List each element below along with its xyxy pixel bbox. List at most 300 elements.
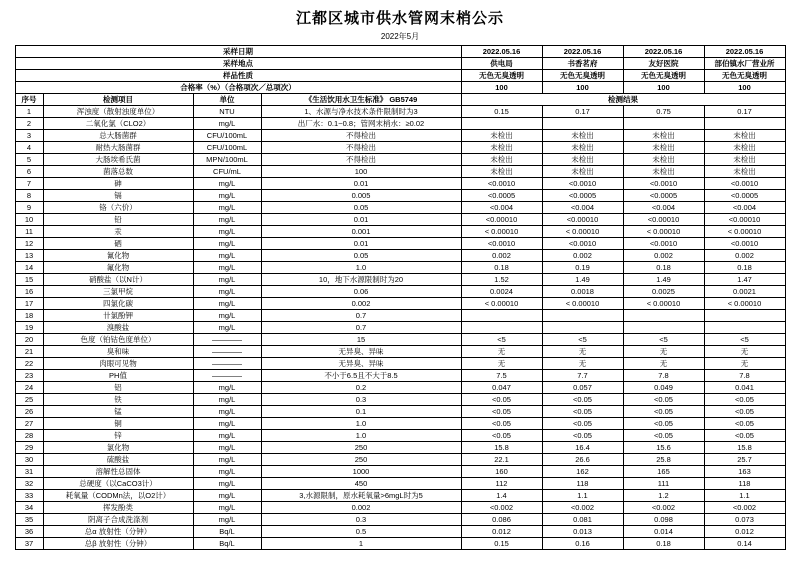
row-result-1: 0.002	[461, 250, 542, 262]
row-result-2: 0.057	[542, 382, 623, 394]
pass-rate-4: 100	[704, 82, 785, 94]
row-no: 31	[15, 466, 43, 478]
table-row	[15, 166, 785, 178]
row-result-2: < 0.00010	[542, 226, 623, 238]
row-item: 耗氧量（CODMn法，以O2计）	[43, 490, 193, 502]
table-row	[15, 178, 785, 190]
row-result-1: 0.15	[461, 106, 542, 118]
row-result-3: 0.014	[623, 526, 704, 538]
row-unit: CFU/100mL	[193, 142, 261, 154]
row-result-3: 0.049	[623, 382, 704, 394]
row-standard: 3,水源限制，原水耗氧量>6mgL时为5	[261, 490, 461, 502]
row-result-3: <0.0005	[623, 190, 704, 202]
table-row	[15, 118, 785, 130]
row-result-1: <0.002	[461, 502, 542, 514]
row-standard: 0.002	[261, 298, 461, 310]
row-result-3: 0.75	[623, 106, 704, 118]
table-row	[15, 226, 785, 238]
row-result-4: 163	[704, 466, 785, 478]
table-row	[15, 514, 785, 526]
row-no: 11	[15, 226, 43, 238]
row-result-4: 118	[704, 478, 785, 490]
row-item: 总大肠菌群	[43, 130, 193, 142]
row-standard: 0.3	[261, 394, 461, 406]
row-item: 氯化物	[43, 442, 193, 454]
row-no: 12	[15, 238, 43, 250]
row-result-3: 未检出	[623, 154, 704, 166]
row-result-1: <0.00010	[461, 214, 542, 226]
row-unit: mg/L	[193, 502, 261, 514]
row-result-4: 0.18	[704, 262, 785, 274]
row-result-1	[461, 322, 542, 334]
row-unit: mg/L	[193, 394, 261, 406]
row-result-1: 0.086	[461, 514, 542, 526]
row-result-1: 0.012	[461, 526, 542, 538]
header-row-pass-rate	[15, 82, 785, 94]
row-unit: mg/L	[193, 286, 261, 298]
row-item: 砷	[43, 178, 193, 190]
row-result-3: 0.098	[623, 514, 704, 526]
row-result-4: <0.05	[704, 430, 785, 442]
row-result-2: <0.002	[542, 502, 623, 514]
row-result-2: <0.05	[542, 406, 623, 418]
row-unit: mg/L	[193, 202, 261, 214]
row-item: 铜	[43, 418, 193, 430]
row-result-1: <0.0010	[461, 178, 542, 190]
row-item: 氰化物	[43, 250, 193, 262]
row-no: 5	[15, 154, 43, 166]
row-no: 24	[15, 382, 43, 394]
row-result-2: 0.19	[542, 262, 623, 274]
row-standard: 1、水源与净水技术条件限制时为3	[261, 106, 461, 118]
table-row	[15, 262, 785, 274]
row-item: 三氯甲烷	[43, 286, 193, 298]
row-result-1: 1.4	[461, 490, 542, 502]
table-row	[15, 406, 785, 418]
row-unit: mg/L	[193, 454, 261, 466]
table-row	[15, 394, 785, 406]
row-result-2: 无	[542, 346, 623, 358]
row-result-4	[704, 310, 785, 322]
row-result-1: <0.05	[461, 406, 542, 418]
row-result-1: 112	[461, 478, 542, 490]
row-result-2: 7.7	[542, 370, 623, 382]
row-result-1	[461, 310, 542, 322]
row-standard: 1000	[261, 466, 461, 478]
row-result-4: 0.0021	[704, 286, 785, 298]
column-header-result: 检测结果	[461, 94, 785, 106]
table-row	[15, 442, 785, 454]
table-row	[15, 130, 785, 142]
row-result-3: 0.002	[623, 250, 704, 262]
row-no: 36	[15, 526, 43, 538]
table-row	[15, 538, 785, 550]
sample-place-label: 采样地点	[15, 58, 461, 70]
table-row	[15, 274, 785, 286]
row-result-3: <0.0010	[623, 178, 704, 190]
row-unit: CFU/mL	[193, 166, 261, 178]
row-result-4: 7.8	[704, 370, 785, 382]
row-result-2: 162	[542, 466, 623, 478]
row-result-1: <0.05	[461, 394, 542, 406]
row-result-1: <0.0005	[461, 190, 542, 202]
row-standard: 0.01	[261, 214, 461, 226]
row-result-2: 0.013	[542, 526, 623, 538]
row-item: 镉	[43, 190, 193, 202]
row-result-2: <0.004	[542, 202, 623, 214]
row-result-1	[461, 118, 542, 130]
row-no: 19	[15, 322, 43, 334]
row-result-1: 未检出	[461, 130, 542, 142]
row-result-4: 未检出	[704, 166, 785, 178]
row-result-3: <0.004	[623, 202, 704, 214]
column-header-row	[15, 94, 785, 106]
row-result-4: <0.002	[704, 502, 785, 514]
row-result-2: 未检出	[542, 130, 623, 142]
sample-date-1: 2022.05.16	[461, 46, 542, 58]
row-result-1: 15.8	[461, 442, 542, 454]
row-no: 13	[15, 250, 43, 262]
row-result-4: <0.004	[704, 202, 785, 214]
row-no: 23	[15, 370, 43, 382]
row-result-1: 1.52	[461, 274, 542, 286]
row-result-2	[542, 322, 623, 334]
row-standard: 0.002	[261, 502, 461, 514]
table-row	[15, 238, 785, 250]
row-result-4	[704, 322, 785, 334]
sample-property-3: 无色无臭透明	[623, 70, 704, 82]
row-standard: 0.05	[261, 202, 461, 214]
table-body	[15, 46, 785, 550]
row-standard: 1.0	[261, 262, 461, 274]
row-result-4: 1.1	[704, 490, 785, 502]
row-result-1: 7.5	[461, 370, 542, 382]
row-result-2: 118	[542, 478, 623, 490]
row-unit: mg/L	[193, 274, 261, 286]
row-result-2	[542, 118, 623, 130]
row-item: 阴离子合成洗涤剂	[43, 514, 193, 526]
row-item: 锌	[43, 430, 193, 442]
page-subtitle: 2022年5月	[380, 32, 420, 41]
row-item: 肉眼可见物	[43, 358, 193, 370]
row-item: 锰	[43, 406, 193, 418]
row-item: 浑浊度（散射浊度单位）	[43, 106, 193, 118]
row-result-4: <0.0010	[704, 238, 785, 250]
row-result-4: <0.05	[704, 394, 785, 406]
row-result-4: 0.041	[704, 382, 785, 394]
row-result-1: <0.004	[461, 202, 542, 214]
row-result-2: 0.0018	[542, 286, 623, 298]
row-result-2: 无	[542, 358, 623, 370]
header-row-sample-place	[15, 58, 785, 70]
row-item: 硒	[43, 238, 193, 250]
row-unit: mg/L	[193, 490, 261, 502]
row-unit: mg/L	[193, 250, 261, 262]
table-row	[15, 322, 785, 334]
row-result-4: <0.05	[704, 418, 785, 430]
row-result-3: 25.8	[623, 454, 704, 466]
sample-date-label: 采样日期	[15, 46, 461, 58]
row-standard: 0.3	[261, 514, 461, 526]
row-unit: NTU	[193, 106, 261, 118]
row-result-4: <5	[704, 334, 785, 346]
row-no: 15	[15, 274, 43, 286]
row-no: 33	[15, 490, 43, 502]
row-no: 34	[15, 502, 43, 514]
row-item: 氟化物	[43, 262, 193, 274]
row-result-4: 0.14	[704, 538, 785, 550]
row-standard: 0.5	[261, 526, 461, 538]
row-result-4: < 0.00010	[704, 298, 785, 310]
row-result-3: 111	[623, 478, 704, 490]
row-unit: CFU/100mL	[193, 130, 261, 142]
row-standard: 0.01	[261, 238, 461, 250]
row-result-2: <0.0010	[542, 178, 623, 190]
row-result-3: 未检出	[623, 130, 704, 142]
row-no: 14	[15, 262, 43, 274]
row-no: 26	[15, 406, 43, 418]
row-item: 铅	[43, 214, 193, 226]
pass-rate-2: 100	[542, 82, 623, 94]
row-result-1: 未检出	[461, 142, 542, 154]
sample-property-label: 样品性质	[15, 70, 461, 82]
table-row	[15, 190, 785, 202]
row-item: 挥发酚类	[43, 502, 193, 514]
row-standard: 0.001	[261, 226, 461, 238]
row-item: 溴酸盐	[43, 322, 193, 334]
sample-place-2: 书香茗府	[542, 58, 623, 70]
header-row-sample-date	[15, 46, 785, 58]
sample-date-2: 2022.05.16	[542, 46, 623, 58]
sample-place-3: 友好医院	[623, 58, 704, 70]
row-standard: 0.06	[261, 286, 461, 298]
table-row	[15, 346, 785, 358]
row-result-1: 未检出	[461, 154, 542, 166]
row-unit: mg/L	[193, 382, 261, 394]
table-row	[15, 502, 785, 514]
row-result-4: 25.7	[704, 454, 785, 466]
row-result-4: <0.0005	[704, 190, 785, 202]
row-standard: 不得检出	[261, 142, 461, 154]
row-result-1: < 0.00010	[461, 226, 542, 238]
table-row	[15, 358, 785, 370]
row-unit: mg/L	[193, 298, 261, 310]
row-result-3: 1.2	[623, 490, 704, 502]
row-standard: 不得检出	[261, 130, 461, 142]
sample-place-1: 供电局	[461, 58, 542, 70]
row-standard: 1	[261, 538, 461, 550]
header-row-sample-property	[15, 70, 785, 82]
row-result-2: 0.16	[542, 538, 623, 550]
row-standard: 无异臭、异味	[261, 358, 461, 370]
row-result-3: <0.00010	[623, 214, 704, 226]
pass-rate-1: 100	[461, 82, 542, 94]
row-unit: mg/L	[193, 178, 261, 190]
row-result-3: < 0.00010	[623, 226, 704, 238]
row-item: 卄氯酚钾	[43, 310, 193, 322]
column-header-standard: 《生活饮用水卫生标准》 GB5749	[261, 94, 461, 106]
row-no: 27	[15, 418, 43, 430]
row-unit: ————	[193, 346, 261, 358]
row-standard: 不得检出	[261, 154, 461, 166]
row-result-2: <0.0010	[542, 238, 623, 250]
row-unit: mg/L	[193, 514, 261, 526]
row-unit: mg/L	[193, 418, 261, 430]
row-result-2: <0.05	[542, 430, 623, 442]
row-no: 1	[15, 106, 43, 118]
row-no: 2	[15, 118, 43, 130]
row-result-2: 0.002	[542, 250, 623, 262]
row-result-3: 1.49	[623, 274, 704, 286]
row-item: 四氯化碳	[43, 298, 193, 310]
row-result-3: 未检出	[623, 142, 704, 154]
row-result-1: 160	[461, 466, 542, 478]
row-unit: ————	[193, 358, 261, 370]
row-standard: 0.005	[261, 190, 461, 202]
water-quality-table	[15, 45, 786, 550]
row-result-3: 0.18	[623, 262, 704, 274]
row-no: 32	[15, 478, 43, 490]
row-unit: Bq/L	[193, 538, 261, 550]
page-title: 江都区城市供水管网末梢公示	[295, 10, 504, 27]
row-result-4: 0.17	[704, 106, 785, 118]
row-result-4: 15.8	[704, 442, 785, 454]
row-result-1: <0.0010	[461, 238, 542, 250]
row-result-3	[623, 118, 704, 130]
table-row	[15, 310, 785, 322]
table-row	[15, 106, 785, 118]
row-result-4: 无	[704, 346, 785, 358]
row-unit: mg/L	[193, 190, 261, 202]
sample-property-4: 无色无臭透明	[704, 70, 785, 82]
row-result-3: 165	[623, 466, 704, 478]
row-item: 铁	[43, 394, 193, 406]
row-result-3: <0.05	[623, 394, 704, 406]
table-row	[15, 286, 785, 298]
row-no: 10	[15, 214, 43, 226]
row-standard: 0.2	[261, 382, 461, 394]
row-result-2: <0.05	[542, 418, 623, 430]
row-result-1: <5	[461, 334, 542, 346]
row-no: 7	[15, 178, 43, 190]
row-result-1: <0.05	[461, 430, 542, 442]
row-result-3	[623, 322, 704, 334]
row-standard: 100	[261, 166, 461, 178]
row-no: 9	[15, 202, 43, 214]
row-no: 21	[15, 346, 43, 358]
row-result-3: 0.18	[623, 538, 704, 550]
table-row	[15, 142, 785, 154]
row-no: 35	[15, 514, 43, 526]
table-row	[15, 466, 785, 478]
row-standard: 1.0	[261, 430, 461, 442]
row-no: 25	[15, 394, 43, 406]
table-row	[15, 418, 785, 430]
pass-rate-label: 合格率（%）（合格项次／总项次）	[15, 82, 461, 94]
row-standard: 450	[261, 478, 461, 490]
row-item: 臭和味	[43, 346, 193, 358]
row-item: 硫酸盐	[43, 454, 193, 466]
row-result-2: <0.05	[542, 394, 623, 406]
row-standard: 0.7	[261, 322, 461, 334]
table-row	[15, 370, 785, 382]
row-standard: 250	[261, 442, 461, 454]
sample-place-4: 部伯镇水厂营业所	[704, 58, 785, 70]
row-result-3: 无	[623, 358, 704, 370]
table-row	[15, 214, 785, 226]
column-header-unit: 单位	[193, 94, 261, 106]
row-result-3: <5	[623, 334, 704, 346]
sample-property-1: 无色无臭透明	[461, 70, 542, 82]
row-result-1: 0.0024	[461, 286, 542, 298]
row-result-2: <0.0005	[542, 190, 623, 202]
row-unit: mg/L	[193, 118, 261, 130]
row-result-3: 7.8	[623, 370, 704, 382]
row-unit: mg/L	[193, 238, 261, 250]
row-standard: 1.0	[261, 418, 461, 430]
row-result-2	[542, 310, 623, 322]
table-row	[15, 478, 785, 490]
row-result-4: 未检出	[704, 130, 785, 142]
row-result-2: 0.081	[542, 514, 623, 526]
row-result-4: <0.05	[704, 406, 785, 418]
row-result-2: 未检出	[542, 166, 623, 178]
row-result-1: 22.1	[461, 454, 542, 466]
row-result-4: < 0.00010	[704, 226, 785, 238]
row-result-2: 1.1	[542, 490, 623, 502]
row-item: 总α 放射性（分钟）	[43, 526, 193, 538]
row-result-4	[704, 118, 785, 130]
table-row	[15, 430, 785, 442]
row-unit: mg/L	[193, 322, 261, 334]
row-result-3: 无	[623, 346, 704, 358]
row-item: 大肠埃希氏菌	[43, 154, 193, 166]
table-row	[15, 334, 785, 346]
row-unit: mg/L	[193, 466, 261, 478]
row-result-1: 未检出	[461, 166, 542, 178]
row-standard: 0.05	[261, 250, 461, 262]
row-unit: ————	[193, 370, 261, 382]
row-item: 二氧化氯（CLO2）	[43, 118, 193, 130]
row-no: 16	[15, 286, 43, 298]
row-no: 29	[15, 442, 43, 454]
row-unit: mg/L	[193, 478, 261, 490]
row-item: 硝酸盐（以N计）	[43, 274, 193, 286]
table-row	[15, 202, 785, 214]
row-result-2: < 0.00010	[542, 298, 623, 310]
row-standard: 0.7	[261, 310, 461, 322]
row-unit: Bq/L	[193, 526, 261, 538]
row-result-3: <0.05	[623, 430, 704, 442]
row-unit: mg/L	[193, 430, 261, 442]
row-no: 6	[15, 166, 43, 178]
row-result-1: 0.047	[461, 382, 542, 394]
row-result-4: 0.073	[704, 514, 785, 526]
row-no: 4	[15, 142, 43, 154]
row-item: 铬（六价）	[43, 202, 193, 214]
row-item: 总硬度（以CaCO3计）	[43, 478, 193, 490]
row-unit: mg/L	[193, 310, 261, 322]
row-result-4: 未检出	[704, 154, 785, 166]
sample-property-2: 无色无臭透明	[542, 70, 623, 82]
row-standard: 出厂水：0.1~0.8；管网末梢水：≥0.02	[261, 118, 461, 130]
row-result-1: <0.05	[461, 418, 542, 430]
row-unit: mg/L	[193, 442, 261, 454]
row-result-2: 0.17	[542, 106, 623, 118]
row-result-1: < 0.00010	[461, 298, 542, 310]
row-unit: ————	[193, 334, 261, 346]
row-result-3: < 0.00010	[623, 298, 704, 310]
